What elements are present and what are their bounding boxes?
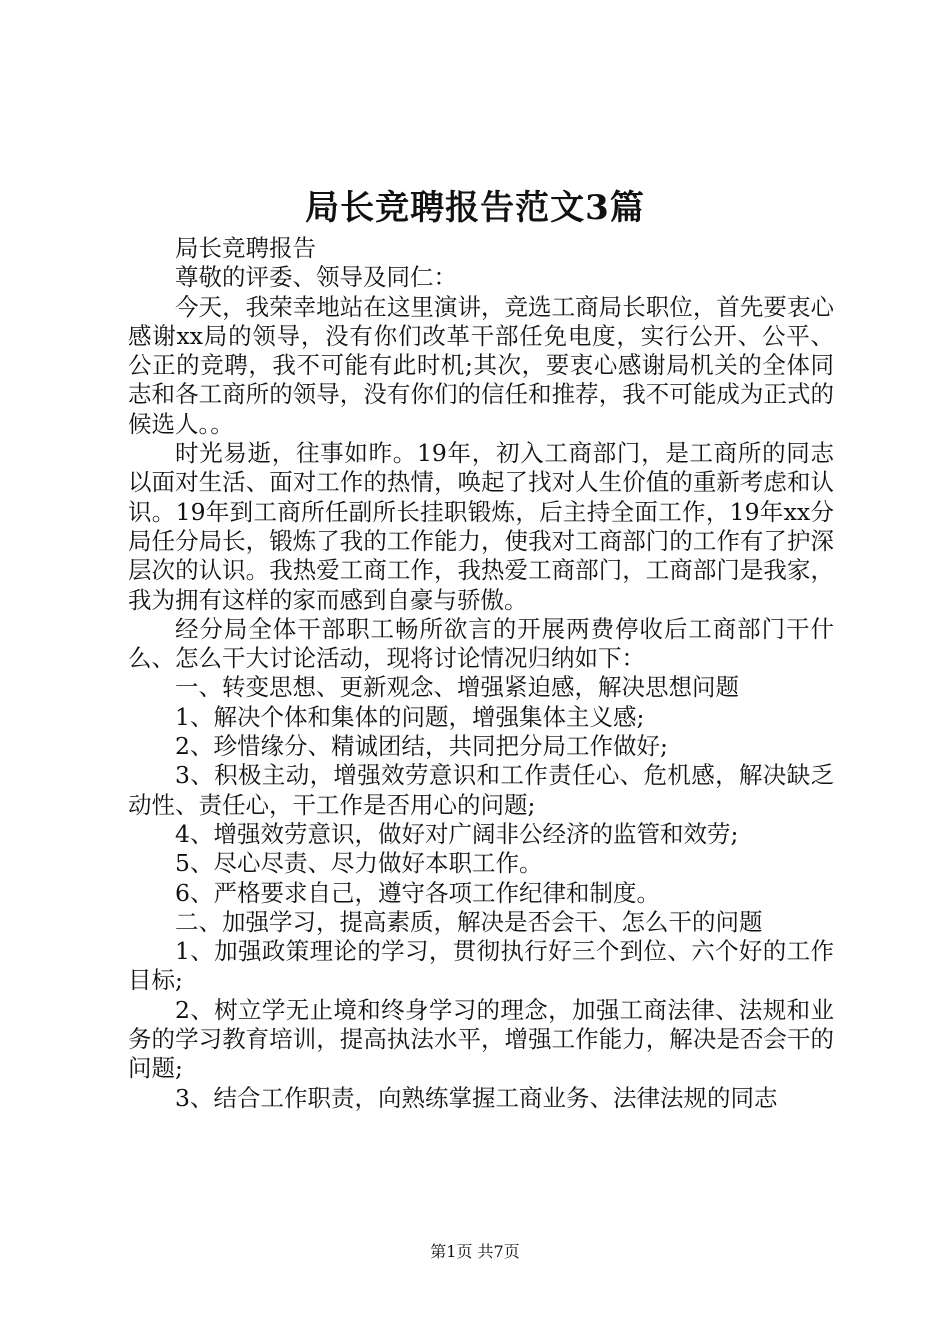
paragraph: 3、结合工作职责，向熟练掌握工商业务、法律法规的同志 xyxy=(175,1083,778,1112)
page-footer: 第1页 共7页 xyxy=(430,1242,520,1261)
paragraph: 2、珍惜缘分、精诚团结，共同把分局工作做好; xyxy=(175,732,668,761)
paragraph: 1、加强政策理论的学习，贯彻执行好三个到位、六个好的工作目标; xyxy=(128,937,834,995)
paragraph: 一、转变思想、更新观念、增强紧迫感，解决思想问题 xyxy=(175,673,739,702)
document-title: 局长竞聘报告范文3篇 xyxy=(305,188,645,228)
paragraph: 今天，我荣幸地站在这里演讲，竞选工商局长职位，首先要衷心感谢xx局的领导，没有你们改革干部任免电度，实行公开、公平、公正的竞聘，我不可能有此时机;其次，要衷心感谢局机关的全体同志和各工商所的领导，没有你们的信任和推荐，我不可能成为正式的候选人。。 xyxy=(128,292,834,438)
paragraph: 局长竞聘报告 xyxy=(175,234,316,262)
paragraph: 二、加强学习，提高素质，解决是否会干、怎么干的问题 xyxy=(175,907,763,936)
paragraph: 4、增强效劳意识，做好对广阔非公经济的监管和效劳; xyxy=(175,819,739,848)
paragraph: 5、尽心尽责、尽力做好本职工作。 xyxy=(175,849,543,878)
paragraph: 2、树立学无止境和终身学习的理念，加强工商法律、法规和业务的学习教育培训，提高执法水平，增强工作能力，解决是否会干的问题; xyxy=(128,995,834,1083)
document-body xyxy=(128,234,834,1113)
paragraph: 6、严格要求自己，遵守各项工作纪律和制度。 xyxy=(175,878,660,907)
paragraph: 时光易逝，往事如昨。19年，初入工商部门，是工商所的同志以面对生活、面对工作的热情，唤起了找对人生价值的重新考虑和认识。19年到工商所任副所长挂职锻炼，后主持全面工作，19年xx分局任分局长，锻炼了我的工作能力，使我对工商部门的工作有了护深层次的认识。我热爱工商工作，我热爱工商部门，工商部门是我家，我为拥有这样的家而感到自豪与骄傲。 xyxy=(128,439,834,614)
paragraph: 经分局全体干部职工畅所欲言的开展两费停收后工商部门干什么、怎么干大讨论活动，现将讨论情况归纳如下： xyxy=(128,614,834,673)
paragraph: 3、积极主动，增强效劳意识和工作责任心、危机感，解决缺乏动性、责任心，干工作是否用心的问题; xyxy=(128,761,834,819)
paragraph: 尊敬的评委、领导及同仁： xyxy=(175,263,457,292)
paragraph: 1、解决个体和集体的问题，增强集体主义感; xyxy=(175,702,645,731)
